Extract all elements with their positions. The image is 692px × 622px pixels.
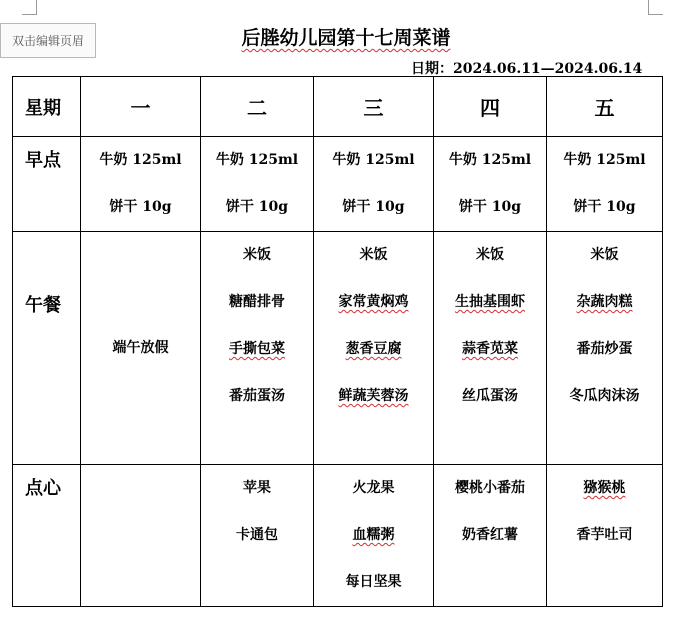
snack-row [13, 465, 663, 607]
menu-item: 蒜香苋菜 [462, 341, 518, 357]
row-label-breakfast: 早点 [13, 137, 81, 232]
day-header-thu: 四 [434, 77, 547, 137]
edit-header-button[interactable]: 双击编辑页眉 [0, 23, 96, 58]
row-label-snack: 点心 [13, 465, 81, 607]
menu-item: 米饭 [359, 247, 388, 263]
menu-item: 手撕包菜 [229, 341, 285, 357]
date-range: 日期：2024.06.11—2024.06.14 [411, 61, 643, 77]
lunch-cell-mon [81, 232, 201, 465]
menu-item: 饼干 10g [573, 199, 636, 215]
menu-item: 饼干 10g [109, 199, 172, 215]
snack-cell-fri [547, 465, 663, 607]
menu-item: 牛奶 125ml [332, 152, 415, 168]
lunch-cell-thu [434, 232, 547, 465]
menu-item: 葱香豆腐 [345, 341, 402, 357]
menu-item: 米饭 [243, 247, 271, 263]
menu-item: 牛奶 125ml [215, 152, 299, 168]
lunch-cell-tue [201, 232, 314, 465]
breakfast-cell-fri [547, 137, 663, 232]
header-row [13, 77, 663, 137]
menu-item: 牛奶 125ml [448, 152, 532, 168]
menu-item: 冬瓜肉沫汤 [569, 388, 640, 404]
lunch-cell-fri [547, 232, 663, 465]
menu-item: 生抽基围虾 [455, 294, 525, 310]
breakfast-cell-tue [201, 137, 314, 232]
snack-cell-tue [201, 465, 314, 607]
menu-item: 牛奶 125ml [99, 152, 182, 168]
menu-item: 香芋吐司 [576, 527, 633, 543]
menu-item: 樱桃小番茄 [455, 480, 525, 496]
crop-mark-right [648, 0, 663, 15]
menu-item: 火龙果 [352, 480, 395, 496]
crop-mark-left [22, 0, 37, 15]
day-header-mon: 一 [81, 77, 201, 137]
menu-item: 米饭 [590, 247, 619, 263]
menu-item: 杂蔬肉糕 [576, 294, 633, 310]
menu-item: 米饭 [476, 247, 504, 263]
breakfast-row [13, 137, 663, 232]
menu-item: 糖醋排骨 [229, 294, 285, 310]
breakfast-cell-mon [81, 137, 201, 232]
menu-item: 丝瓜蛋汤 [462, 388, 518, 404]
menu-item: 牛奶 125ml [563, 152, 646, 168]
menu-table [12, 76, 663, 607]
menu-item: 番茄炒蛋 [576, 341, 633, 357]
lunch-cell-wed [314, 232, 434, 465]
breakfast-cell-wed [314, 137, 434, 232]
menu-item: 猕猴桃 [583, 480, 626, 496]
breakfast-cell-thu [434, 137, 547, 232]
menu-item: 鲜蔬芙蓉汤 [338, 388, 409, 404]
lunch-row [13, 232, 663, 465]
menu-item: 苹果 [243, 480, 271, 496]
menu-item: 每日坚果 [345, 574, 402, 590]
menu-item: 饼干 10g [458, 199, 522, 215]
menu-item: 卡通包 [236, 527, 278, 543]
menu-item: 番茄蛋汤 [229, 388, 285, 404]
menu-item: 奶香红薯 [462, 527, 518, 543]
weekday-corner-label: 星期 [13, 77, 81, 137]
snack-cell-thu [434, 465, 547, 607]
menu-item: 家常黄焖鸡 [338, 294, 409, 310]
menu-item: 饼干 10g [225, 199, 289, 215]
snack-cell-wed [314, 465, 434, 607]
day-header-wed: 三 [314, 77, 434, 137]
menu-item: 血糯粥 [352, 527, 395, 543]
day-header-fri: 五 [547, 77, 663, 137]
title-text: 后塍幼儿园第十七周菜谱 [241, 27, 451, 49]
row-label-lunch: 午餐 [13, 232, 81, 465]
snack-cell-mon [81, 465, 201, 607]
page-title [0, 23, 692, 50]
menu-item: 端午放假 [112, 339, 169, 356]
day-header-tue: 二 [201, 77, 314, 137]
menu-item: 饼干 10g [342, 199, 405, 215]
